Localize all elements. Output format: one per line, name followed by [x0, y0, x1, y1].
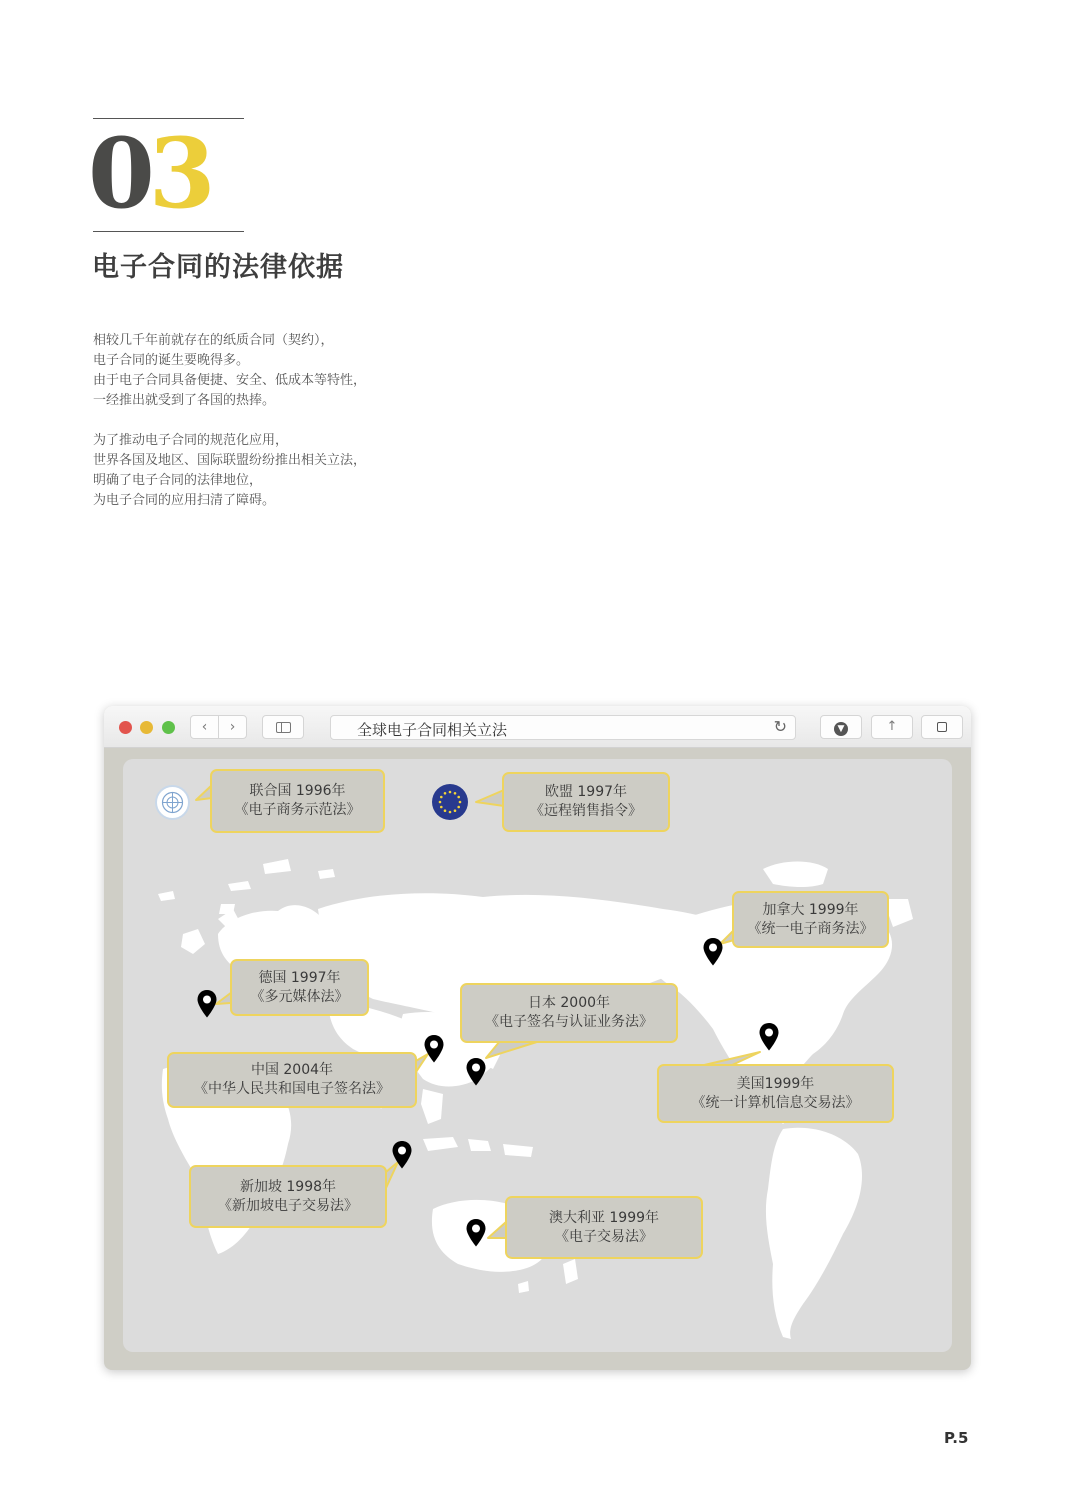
intro-line: 由于电子合同具备便捷、安全、低成本等特性，: [93, 373, 367, 388]
callout-canada: [732, 891, 889, 948]
section-number: [88, 118, 210, 230]
intro-line: 为了推动电子合同的规范化应用，: [93, 433, 289, 448]
intro-line: 明确了电子合同的法律地位，: [93, 473, 263, 488]
download-button[interactable]: [820, 715, 862, 739]
map-pin-icon[interactable]: [196, 989, 218, 1019]
intro-line: 一经推出就受到了各国的热捧。: [93, 393, 276, 408]
un-emblem-icon: [155, 785, 190, 820]
callout-eu: [502, 772, 670, 832]
tabs-icon: [937, 722, 947, 732]
callout-law: 《电子交易法》: [555, 1228, 653, 1245]
callout-law: 《中华人民共和国电子签名法》: [194, 1081, 390, 1097]
callout-law: 《统一计算机信息交易法》: [691, 1094, 860, 1111]
map-pin-icon[interactable]: [465, 1218, 487, 1248]
callout-law: 《电子商务示范法》: [234, 802, 361, 818]
address-bar[interactable]: [330, 715, 796, 740]
callout-law: 《多元媒体法》: [250, 988, 349, 1005]
callout-un: [210, 769, 385, 833]
map-pin-icon[interactable]: [465, 1057, 487, 1087]
callout-singapore: [189, 1165, 387, 1228]
callout-law: 《电子签名与认证业务法》: [485, 1014, 653, 1030]
callout-region: 日本 2000年: [527, 995, 611, 1011]
minimize-window-button[interactable]: [140, 721, 153, 734]
eu-flag-icon: [432, 784, 468, 820]
address-text: 全球电子合同相关立法: [357, 721, 508, 739]
tabs-button[interactable]: [921, 715, 963, 739]
callout-usa: [657, 1064, 894, 1123]
callout-law: 《统一电子商务法》: [747, 920, 874, 937]
callout-region: 中国 2004年: [250, 1062, 334, 1078]
intro-line: 电子合同的诞生要晚得多。: [93, 353, 250, 368]
section-number-digit-0: 0: [88, 117, 149, 230]
intro-line: 世界各国及地区、国际联盟纷纷推出相关立法，: [93, 453, 367, 468]
callout-china: [167, 1052, 417, 1108]
map-pin-icon[interactable]: [758, 1022, 780, 1052]
download-icon: ▼: [834, 722, 848, 736]
callout-japan: [460, 983, 678, 1043]
intro-paragraph-1: [93, 331, 366, 411]
intro-line: 相较几千年前就存在的纸质合同（契约），: [93, 333, 334, 348]
un-globe-icon: [157, 787, 188, 818]
callout-region: 加拿大 1999年: [762, 901, 859, 918]
maximize-window-button[interactable]: [162, 721, 175, 734]
share-button[interactable]: [871, 715, 913, 739]
page-title: 电子合同的法律依据: [92, 252, 344, 283]
callout-region: 美国1999年: [736, 1075, 815, 1092]
callout-law: 《远程销售指令》: [530, 803, 642, 819]
callout-region: 德国 1997年: [258, 969, 341, 986]
callout-region: 澳大利亚 1999年: [548, 1209, 660, 1226]
callout-law: 《新加坡电子交易法》: [218, 1197, 358, 1214]
intro-line: 为电子合同的应用扫清了障碍。: [93, 493, 276, 508]
callout-region: 联合国 1996年: [249, 783, 346, 799]
callout-region: 新加坡 1998年: [239, 1178, 337, 1195]
intro-paragraph-2: [93, 431, 366, 511]
sidebar-icon: [276, 722, 291, 733]
sidebar-toggle-button[interactable]: [262, 715, 304, 739]
map-pin-icon[interactable]: [423, 1034, 445, 1064]
page-number: P.5: [944, 1429, 969, 1447]
map-pin-icon[interactable]: [702, 937, 724, 967]
map-pin-icon[interactable]: [391, 1140, 413, 1170]
bottom-rule: [93, 231, 244, 232]
back-button[interactable]: [190, 715, 219, 739]
callout-australia: [505, 1196, 703, 1259]
back-icon: ‹: [201, 719, 208, 735]
eu-stars-icon: [432, 784, 468, 820]
share-icon: ↑: [886, 719, 898, 734]
forward-button[interactable]: [218, 715, 247, 739]
forward-icon: ›: [229, 719, 236, 735]
browser-toolbar: [104, 706, 971, 748]
reload-icon[interactable]: ↻: [773, 717, 787, 736]
callout-germany: [230, 959, 369, 1016]
close-window-button[interactable]: [119, 721, 132, 734]
section-number-digit-3: 3: [148, 117, 210, 230]
callout-region: 欧盟 1997年: [544, 784, 628, 800]
